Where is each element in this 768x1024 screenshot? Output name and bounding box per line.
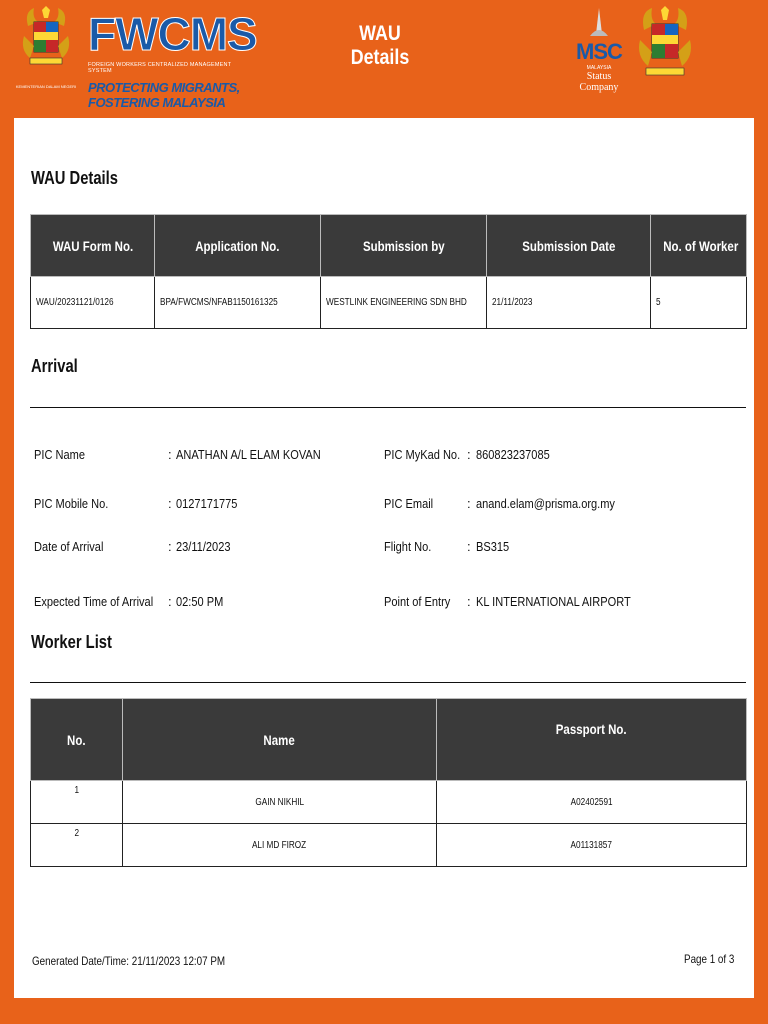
msc-title: MSC — [576, 39, 622, 64]
application-no-value: BPA/FWCMS/NFAB1150161325 — [155, 277, 321, 329]
pic-email-label: PIC Email — [384, 496, 434, 511]
colon: : — [168, 539, 172, 554]
pic-mykad-label: PIC MyKad No. — [384, 447, 461, 462]
colon: : — [168, 447, 172, 462]
fwcms-tagline: PROTECTING MIGRANTS, FOSTERING MALAYSIA — [88, 80, 240, 110]
submission-date-value: 21/11/2023 — [487, 277, 651, 329]
msc-status: Status Company — [579, 71, 619, 93]
table-row — [31, 824, 747, 867]
date-of-arrival-label: Date of Arrival — [34, 539, 104, 554]
col-no: No. — [31, 699, 123, 781]
worker-passport: A02402591 — [437, 781, 747, 824]
wau-form-no-value: WAU/20231121/0126 — [31, 277, 155, 329]
pic-name-value: ANATHAN A/L ELAM KOVAN — [176, 447, 321, 462]
msc-tower-icon — [584, 8, 614, 38]
submission-by-value: WESTLINK ENGINEERING SDN BHD — [321, 277, 487, 329]
no-of-worker-value: 5 — [651, 277, 747, 329]
expected-time-label: Expected Time of Arrival — [34, 594, 154, 609]
fwcms-subtitle: FOREIGN WORKERS CENTRALIZED MANAGEMENT SYSTEM — [88, 62, 232, 74]
wau-table-header — [31, 215, 747, 277]
col-submission-date: Submission Date — [487, 215, 651, 277]
page-header — [0, 0, 768, 118]
worker-passport: A01131857 — [437, 824, 747, 867]
worker-table — [30, 698, 747, 867]
msc-subtitle: MALAYSIA — [586, 65, 612, 71]
page-indicator: Page 1 of 3 — [684, 952, 735, 966]
document-sheet — [14, 118, 754, 998]
worker-name: ALI MD FIROZ — [123, 824, 437, 867]
pic-mykad-value: 860823237085 — [476, 447, 550, 462]
flight-no-value: BS315 — [476, 539, 510, 554]
col-no-of-worker: No. of Worker — [651, 215, 747, 277]
arrival-divider — [30, 407, 746, 408]
page-title: WAU Details — [350, 22, 410, 69]
point-of-entry-label: Point of Entry — [384, 594, 451, 609]
malaysia-coat-of-arms-icon — [636, 6, 694, 88]
col-application-no: Application No. — [155, 215, 321, 277]
colon: : — [467, 447, 471, 462]
pic-email-value: anand.elam@prisma.org.my — [476, 496, 615, 511]
generated-datetime: Generated Date/Time: 21/11/2023 12:07 PM — [32, 954, 226, 968]
wau-section-title: WAU Details — [31, 168, 118, 188]
pic-name-label: PIC Name — [34, 447, 85, 462]
ministry-caption: KEMENTERIAN DALAM NEGERI — [15, 84, 77, 89]
fwcms-title: FWCMS — [88, 8, 257, 60]
pic-mobile-label: PIC Mobile No. — [34, 496, 109, 511]
colon: : — [168, 594, 172, 609]
colon: : — [467, 594, 471, 609]
worker-list-divider — [30, 682, 746, 683]
msc-logo — [568, 8, 630, 93]
col-submission-by: Submission by — [321, 215, 487, 277]
worker-no: 1 — [31, 781, 123, 824]
table-row — [31, 277, 747, 329]
colon: : — [467, 539, 471, 554]
date-of-arrival-value: 23/11/2023 — [176, 539, 231, 554]
worker-no: 2 — [31, 824, 123, 867]
arrival-section-title: Arrival — [31, 356, 78, 376]
expected-time-value: 02:50 PM — [176, 594, 224, 609]
pic-mobile-value: 0127171775 — [176, 496, 238, 511]
worker-name: GAIN NIKHIL — [123, 781, 437, 824]
colon: : — [168, 496, 172, 511]
col-name: Name — [123, 699, 437, 781]
colon: : — [467, 496, 471, 511]
worker-table-header — [31, 699, 747, 781]
malaysia-coat-of-arms-icon — [20, 6, 72, 76]
table-row — [31, 781, 747, 824]
wau-table — [30, 214, 747, 329]
col-wau-form-no: WAU Form No. — [31, 215, 155, 277]
flight-no-label: Flight No. — [384, 539, 432, 554]
worker-list-title: Worker List — [31, 632, 112, 652]
fwcms-logo — [88, 8, 257, 110]
point-of-entry-value: KL INTERNATIONAL AIRPORT — [476, 594, 631, 609]
col-passport-no: Passport No. — [437, 699, 747, 781]
